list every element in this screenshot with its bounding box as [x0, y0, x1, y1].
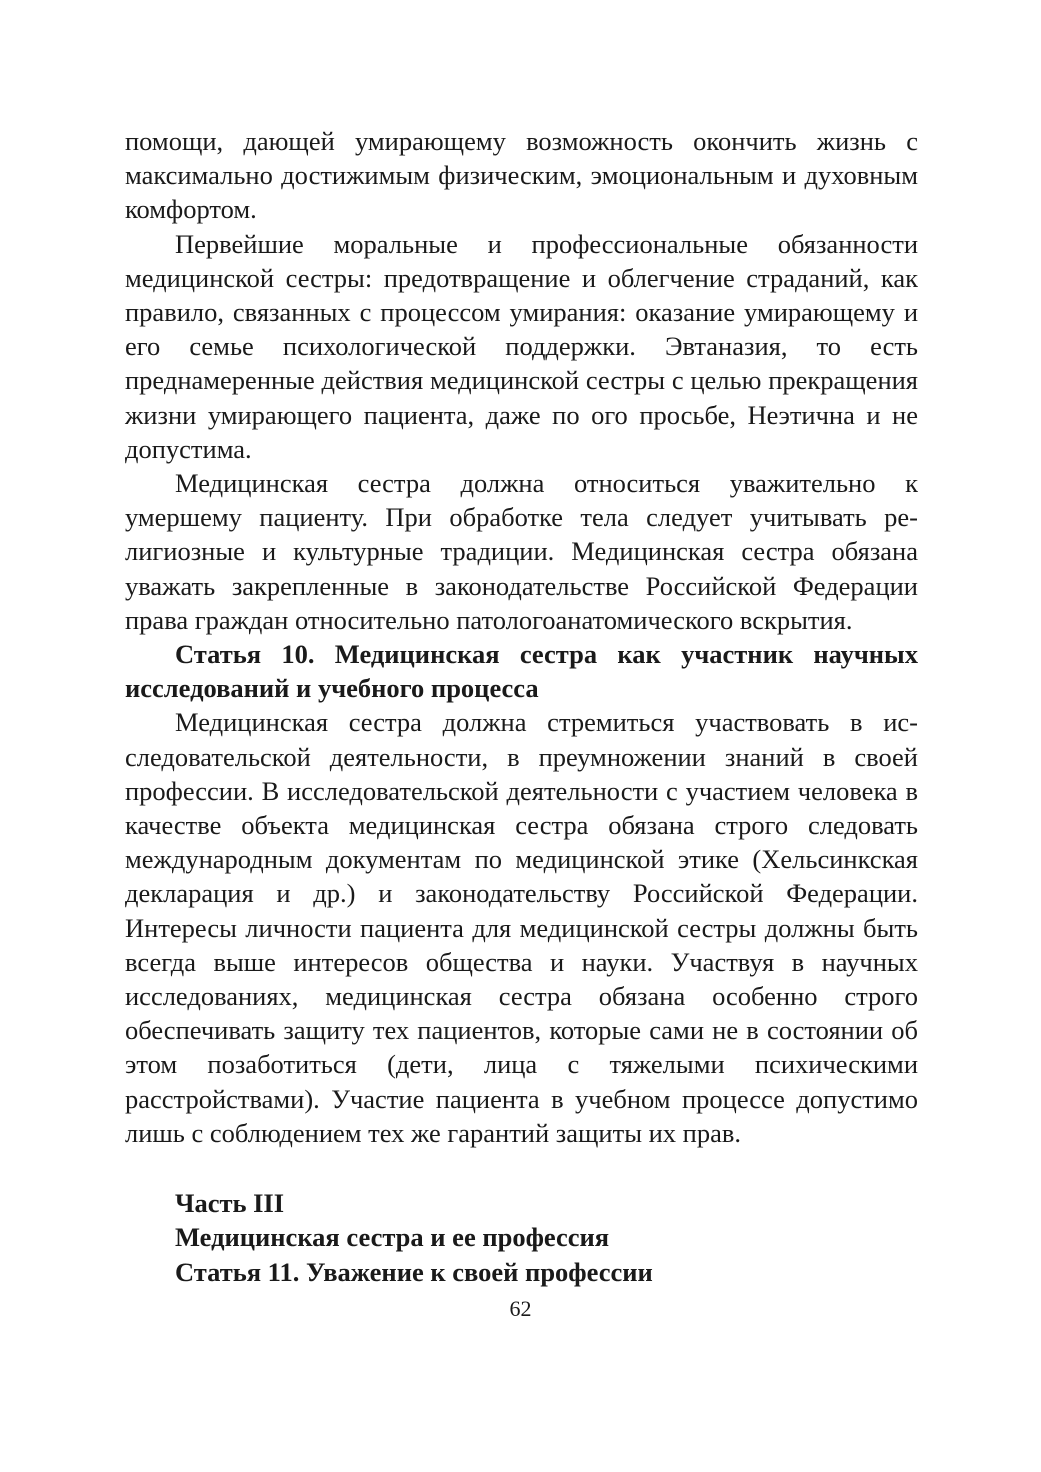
page-number: 62 [509, 1296, 532, 1321]
article-10-heading: Статья 10. Медицинская сестра как участник научных исследований и учебного процесса [125, 639, 918, 704]
part-label: Часть III [175, 1188, 285, 1219]
paragraph-duties: Первейшие моральные и профессиональные обязанности медицинской сестры: предотвращение и облегчение страданий, как правило, связанных с процессом умирания: оказание умирающему и его семье психологической поддержки. Эвтаназия, то есть преднамеренные действия медицинской сестры с целью прекращения жизни умирающего пациента, даже по ого просьбе, Неэтична и не допустима. [125, 228, 918, 464]
document-page [125, 124, 918, 1289]
paragraph-deceased-patient: Медицинская сестра должна относиться уважительно к умершему пациенту. При обработке тела следует учитывать религиозные и культурные традиции. Медицинская сестра обязана уважать закрепленные в законодательстве Российской Федерации права граждан относительно патологоанатомического вскрытия. [125, 468, 918, 635]
part-heading-block [125, 1186, 918, 1289]
paragraph-dying-care: помощи, дающей умирающему возможность окончить жизнь с максимально достижимым физическим, эмоциональным и духовным комфортом. [125, 126, 918, 225]
article-11-heading: Статья 11. Уважение к своей профессии [175, 1256, 653, 1287]
paragraph-research: Медицинская сестра должна стремиться участвовать в исследовательской деятельности, в преумножении знаний в своей профессии. В исследовательской деятельности с участием человека в качестве объекта медицинская сестра обязана строго следовать международным документам по медицинской этике (Хельсинкская декларация и др.) и законодательству Российской Федерации. Интересы личности пациента для медицинской сестры должны быть всегда выше интересов общества и науки. Участвуя в научных исследованиях, медицинская сестра обязана особенно строго обеспечивать защиту тех пациентов, которые сами не в состоянии об этом позаботиться (дети, лица с тяжелыми психическими расстройствами). Участие пациента в учебном процессе допустимо лишь с соблюдением тех же гарантий защиты их прав. [125, 707, 918, 1148]
part-title: Медицинская сестра и ее профессия [175, 1222, 610, 1253]
